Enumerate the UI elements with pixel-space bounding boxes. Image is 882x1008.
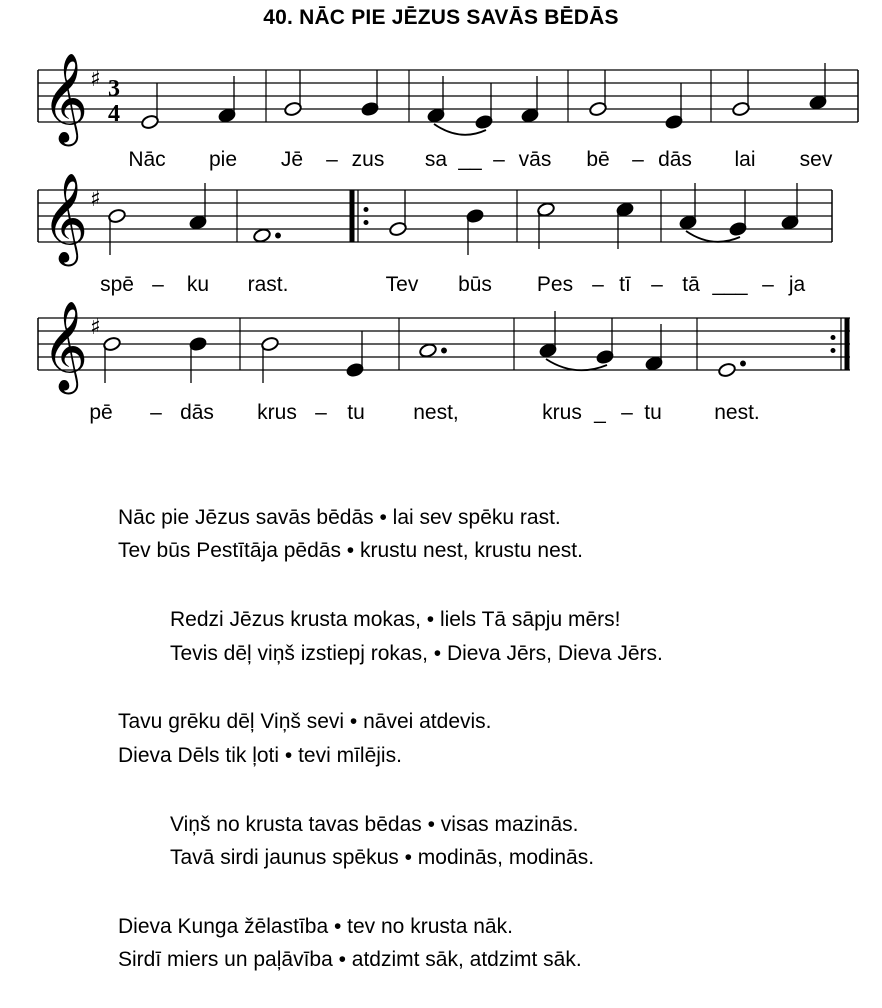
lyric-syllable: zus (351, 148, 385, 171)
treble-clef-icon: 𝄞 (42, 301, 89, 391)
lyric-syllable: spē (100, 273, 134, 296)
lyric-syllable: ___ (712, 273, 748, 296)
lyric-syllable: nest, (413, 401, 459, 424)
lyric-syllable: __ (458, 148, 482, 171)
verse-5-line-2: Sirdī miers un paļāvība • atdzimt sāk, atdzimt sāk. (118, 948, 582, 971)
verse-2-line-1: Redzi Jēzus krusta mokas, • liels Tā sāpju mērs! (170, 608, 621, 631)
lyric-syllable: ja (788, 273, 806, 296)
verse-4-line-2: Tavā sirdi jaunus spēkus • modinās, modinās. (170, 846, 595, 869)
lyric-syllable: – (651, 273, 663, 296)
lyric-syllable: – (632, 148, 644, 171)
verse-2-line-2: Tevis dēļ viņš izstiepj rokas, • Dieva Jērs, Dieva Jērs. (170, 642, 663, 665)
verse-3-line-1: Tavu grēku dēļ Viņš sevi • nāvei atdevis. (118, 710, 492, 733)
lyric-syllable: Jē (280, 148, 304, 171)
lyric-syllable: krus (542, 401, 582, 424)
lyric-syllable: krus (257, 401, 297, 424)
lyric-syllable: – (493, 148, 505, 171)
lyric-syllable: rast. (247, 273, 289, 296)
lyric-syllable: – (762, 273, 774, 296)
sharp-icon: ♯ (90, 67, 101, 92)
verse-1-line-1: Nāc pie Jēzus savās bēdās • lai sev spēku rast. (118, 506, 561, 529)
lyric-syllable: sa (424, 148, 448, 171)
verse-5-line-1: Dieva Kunga žēlastība • tev no krusta nāk. (118, 915, 513, 938)
lyric-syllable: – (592, 273, 604, 296)
song-title: 40. NĀC PIE JĒZUS SAVĀS BĒDĀS (263, 6, 619, 29)
lyric-syllable: Nāc (128, 148, 166, 171)
lyric-syllable: Pes (536, 273, 574, 296)
lyric-syllable: dās (180, 401, 214, 424)
lyric-syllable: – (326, 148, 338, 171)
lyric-syllable: _ (594, 401, 606, 424)
lyric-syllable: – (315, 401, 327, 424)
lyric-syllable: būs (458, 273, 492, 296)
lyric-syllable: dās (658, 148, 692, 171)
lyric-syllable: – (152, 273, 164, 296)
verse-4-line-1: Viņš no krusta tavas bēdas • visas mazinās. (170, 813, 579, 836)
lyric-syllable: pie (208, 148, 238, 171)
lyric-syllable: nest. (714, 401, 760, 424)
lyric-syllable: Tev (385, 273, 419, 296)
lyric-syllable: tu (644, 401, 662, 424)
sharp-icon: ♯ (90, 315, 101, 340)
lyric-syllable: tu (347, 401, 365, 424)
time-sig-top: 3 (108, 76, 120, 102)
lyric-syllable: vās (518, 148, 552, 171)
lyric-syllable: ku (186, 273, 210, 296)
lyric-syllable: sev (799, 148, 833, 171)
verse-1-line-2: Tev būs Pestītāja pēdās • krustu nest, krustu nest. (118, 539, 583, 562)
time-sig-bottom: 4 (108, 101, 120, 127)
lyric-syllable: lai (734, 148, 756, 171)
lyric-syllable: – (150, 401, 162, 424)
lyric-syllable: bē (586, 148, 610, 171)
lyric-syllable: – (621, 401, 633, 424)
treble-clef-icon: 𝄞 (42, 173, 89, 263)
lyric-syllable: tī (619, 273, 631, 296)
treble-clef-icon: 𝄞 (42, 53, 89, 143)
lyric-syllable: pē (89, 401, 113, 424)
verse-3-line-2: Dieva Dēls tik ļoti • tevi mīlējis. (118, 744, 402, 767)
sharp-icon: ♯ (90, 187, 101, 212)
lyric-syllable: tā (682, 273, 700, 296)
